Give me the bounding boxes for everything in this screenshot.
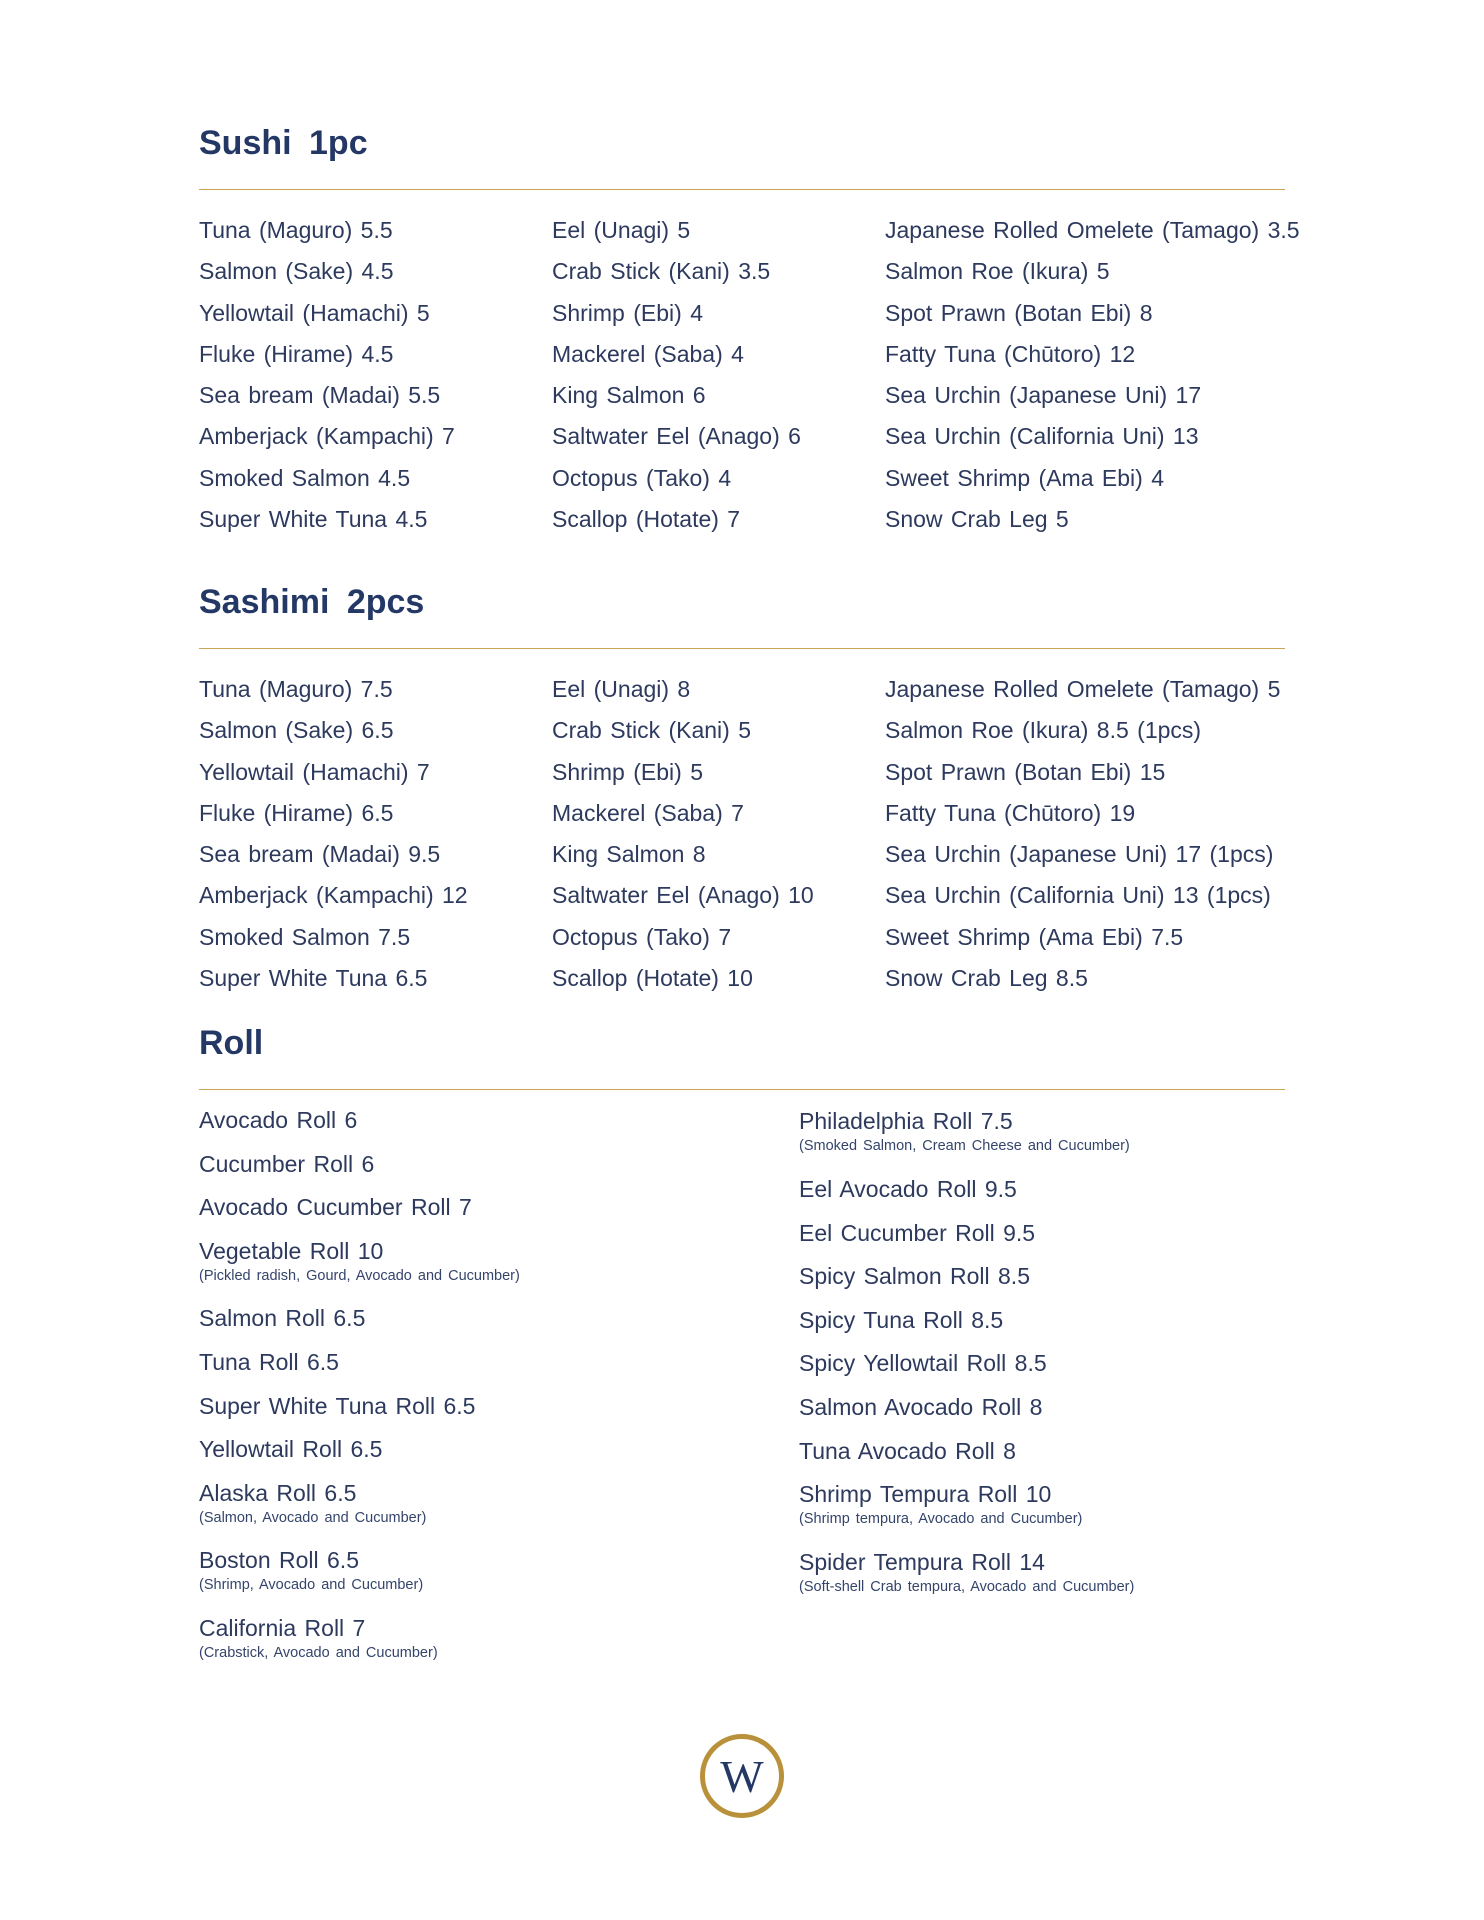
menu-item: Shrimp (Ebi) 5: [552, 758, 703, 785]
roll-name: Shrimp Tempura Roll 10: [799, 1481, 1052, 1508]
roll-description: (Shrimp tempura, Avocado and Cucumber): [799, 1511, 1083, 1528]
menu-item: Super White Tuna 6.5: [199, 965, 428, 992]
roll-name: California Roll 7: [199, 1614, 366, 1641]
roll-name: Spicy Tuna Roll 8.5: [799, 1306, 1004, 1333]
roll-section: [199, 1021, 1285, 1090]
menu-item: Saltwater Eel (Anago) 6: [552, 423, 801, 450]
menu-item: Amberjack (Kampachi) 12: [199, 882, 468, 909]
menu-item: Scallop (Hotate) 10: [552, 965, 753, 992]
menu-item: Snow Crab Leg 5: [885, 506, 1069, 533]
roll-description: (Shrimp, Avocado and Cucumber): [199, 1577, 424, 1594]
menu-item: Japanese Rolled Omelete (Tamago) 5: [885, 676, 1281, 702]
menu-item: Sea bream (Madai) 5.5: [199, 382, 441, 409]
menu-item: Scallop (Hotate) 7: [552, 506, 741, 533]
menu-item: Smoked Salmon 7.5: [199, 923, 411, 950]
roll-item: [199, 1435, 382, 1463]
menu-item: Super White Tuna 4.5: [199, 506, 428, 533]
sashimi-column-1: [199, 675, 468, 1005]
brand-logo: [699, 1733, 785, 1819]
menu-item: Salmon Roe (Ikura) 8.5 (1pcs): [885, 717, 1202, 744]
roll-item: [799, 1480, 1082, 1528]
menu-item: Sea Urchin (Japanese Uni) 17: [885, 382, 1202, 409]
sashimi-column-3: [885, 675, 1280, 1005]
roll-name: Alaska Roll 6.5: [199, 1479, 357, 1506]
roll-name: Cucumber Roll 6: [199, 1150, 375, 1177]
roll-name: Vegetable Roll 10: [199, 1237, 384, 1264]
sashimi-column-2: [552, 675, 814, 1005]
section-title: Roll: [199, 1024, 264, 1062]
menu-item: Sweet Shrimp (Ama Ebi) 7.5: [885, 923, 1184, 950]
menu-item: Fatty Tuna (Chūtoro) 12: [885, 340, 1136, 367]
menu-item: Eel (Unagi) 5: [552, 217, 691, 243]
roll-item: [799, 1349, 1047, 1377]
menu-item: Yellowtail (Hamachi) 7: [199, 758, 430, 785]
roll-name: Spicy Yellowtail Roll 8.5: [799, 1350, 1047, 1377]
menu-item: Saltwater Eel (Anago) 10: [552, 882, 814, 909]
roll-name: Spider Tempura Roll 14: [799, 1549, 1045, 1576]
menu-item: King Salmon 6: [552, 382, 706, 409]
menu-item: Salmon (Sake) 6.5: [199, 717, 394, 744]
roll-description: (Crabstick, Avocado and Cucumber): [199, 1644, 438, 1661]
menu-item: Fluke (Hirame) 6.5: [199, 799, 394, 826]
menu-item: Mackerel (Saba) 4: [552, 340, 744, 367]
roll-description: (Soft-shell Crab tempura, Avocado and Cucumber): [799, 1579, 1135, 1596]
roll-item: [199, 1237, 520, 1285]
roll-description: (Smoked Salmon, Cream Cheese and Cucumber): [799, 1138, 1130, 1154]
roll-description: (Pickled radish, Gourd, Avocado and Cucumber): [199, 1267, 520, 1284]
roll-name: Salmon Roll 6.5: [199, 1305, 366, 1332]
roll-name: Tuna Avocado Roll 8: [799, 1437, 1016, 1464]
roll-item: [799, 1306, 1003, 1334]
section-title: Sushi 1pc: [199, 124, 368, 162]
menu-item: Shrimp (Ebi) 4: [552, 299, 703, 326]
menu-item: Snow Crab Leg 8.5: [885, 965, 1088, 992]
roll-item: [799, 1219, 1035, 1247]
menu-item: Octopus (Tako) 4: [552, 464, 732, 491]
roll-item: [799, 1393, 1042, 1421]
roll-name: Salmon Avocado Roll 8: [799, 1394, 1043, 1420]
roll-item: [199, 1304, 365, 1332]
roll-item: [799, 1107, 1130, 1155]
roll-item: [199, 1106, 357, 1134]
menu-item: Mackerel (Saba) 7: [552, 799, 744, 826]
menu-item: Octopus (Tako) 7: [552, 923, 732, 950]
roll-item: [199, 1348, 339, 1376]
roll-description: (Salmon, Avocado and Cucumber): [199, 1509, 427, 1526]
menu-item: Crab Stick (Kani) 5: [552, 717, 752, 744]
menu-item: Tuna (Maguro) 5.5: [199, 217, 393, 243]
roll-item: [199, 1150, 374, 1178]
menu-item: Yellowtail (Hamachi) 5: [199, 299, 430, 326]
menu-item: Spot Prawn (Botan Ebi) 15: [885, 758, 1166, 785]
section-divider: [199, 1089, 1285, 1090]
menu-item: Japanese Rolled Omelete (Tamago) 3.5: [885, 217, 1300, 243]
section-divider: [199, 189, 1285, 190]
menu-item: Sea Urchin (Japanese Uni) 17 (1pcs): [885, 841, 1274, 868]
menu-item: King Salmon 8: [552, 841, 706, 868]
section-divider: [199, 648, 1285, 649]
sushi-column-1: [199, 216, 455, 546]
menu-item: Amberjack (Kampachi) 7: [199, 423, 455, 450]
roll-item: [799, 1437, 1016, 1465]
menu-item: Smoked Salmon 4.5: [199, 464, 411, 491]
roll-name: Super White Tuna Roll 6.5: [199, 1392, 476, 1419]
roll-name: Eel Cucumber Roll 9.5: [799, 1219, 1036, 1246]
roll-item: [199, 1546, 423, 1594]
roll-item: [199, 1392, 475, 1420]
roll-name: Boston Roll 6.5: [199, 1547, 359, 1574]
menu-item: Eel (Unagi) 8: [552, 676, 691, 702]
menu-item: Fluke (Hirame) 4.5: [199, 340, 394, 367]
sashimi-section: [199, 580, 1285, 992]
menu-item: Salmon Roe (Ikura) 5: [885, 258, 1110, 285]
roll-name: Tuna Roll 6.5: [199, 1348, 339, 1375]
roll-name: Spicy Salmon Roll 8.5: [799, 1263, 1030, 1290]
menu-item: Sea Urchin (California Uni) 13 (1pcs): [885, 882, 1271, 909]
roll-name: Philadelphia Roll 7.5: [799, 1108, 1013, 1134]
sushi-column-3: [885, 216, 1300, 546]
roll-name: Avocado Roll 6: [199, 1107, 358, 1133]
menu-item: Sea bream (Madai) 9.5: [199, 841, 441, 868]
logo-letter: W: [720, 1751, 764, 1802]
roll-item: [199, 1193, 472, 1221]
menu-item: Sea Urchin (California Uni) 13: [885, 423, 1199, 450]
menu-item: Salmon (Sake) 4.5: [199, 258, 394, 285]
menu-item: Sweet Shrimp (Ama Ebi) 4: [885, 464, 1164, 491]
roll-item: [199, 1479, 426, 1527]
section-title: Sashimi 2pcs: [199, 583, 425, 621]
menu-item: Tuna (Maguro) 7.5: [199, 676, 393, 702]
roll-name: Yellowtail Roll 6.5: [199, 1436, 383, 1463]
menu-item: Fatty Tuna (Chūtoro) 19: [885, 799, 1136, 826]
roll-name: Eel Avocado Roll 9.5: [799, 1176, 1017, 1202]
roll-item: [799, 1262, 1030, 1290]
roll-item: [799, 1548, 1134, 1596]
roll-item: [199, 1614, 438, 1662]
menu-item: Crab Stick (Kani) 3.5: [552, 258, 771, 285]
roll-item: [799, 1175, 1017, 1203]
sushi-column-2: [552, 216, 801, 546]
roll-name: Avocado Cucumber Roll 7: [199, 1194, 472, 1221]
menu-item: Spot Prawn (Botan Ebi) 8: [885, 299, 1153, 326]
sushi-section: [199, 121, 1300, 533]
